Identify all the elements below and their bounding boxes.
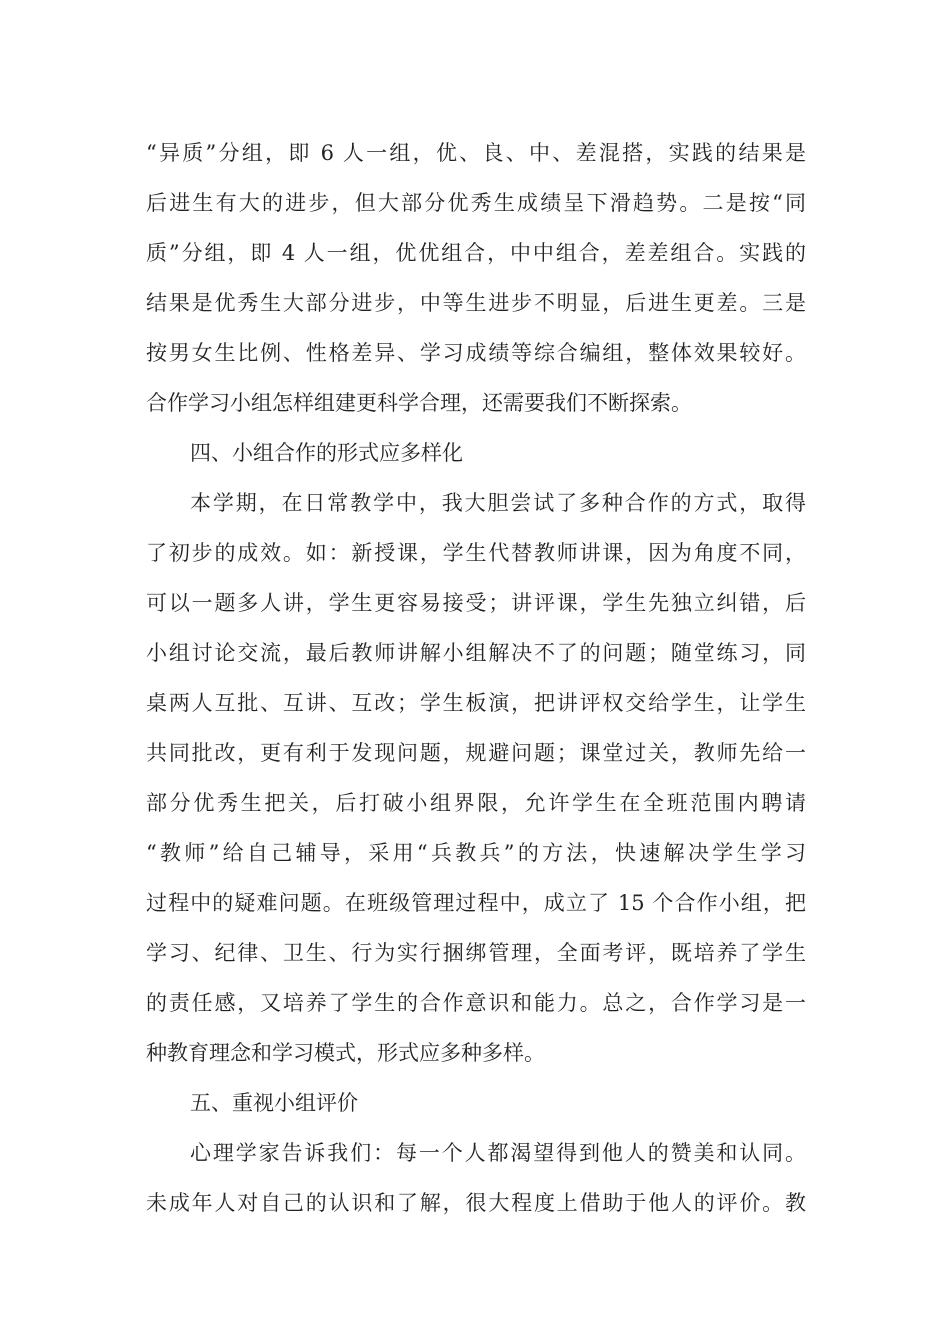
paragraph-line: 学习、纪律、卫生、行为实行捆绑管理，全面考评，既培养了学生 <box>146 941 806 965</box>
paragraph-line: 结果是优秀生大部分进步，中等生进步不明显，后进生更差。三是 <box>146 291 806 315</box>
paragraph-line: 心理学家告诉我们：每一个人都渴望得到他人的赞美和认同。 <box>190 1141 806 1165</box>
paragraph-line: 种教育理念和学习模式，形式应多种多样。 <box>146 1041 545 1065</box>
section-heading: 四、小组合作的形式应多样化 <box>190 441 463 465</box>
paragraph-line: 合作学习小组怎样组建更科学合理，还需要我们不断探索。 <box>146 391 692 415</box>
section-heading: 五、重视小组评价 <box>190 1091 358 1115</box>
paragraph-line: 桌两人互批、互讲、互改；学生板演，把讲评权交给学生，让学生 <box>146 691 806 715</box>
body-text <box>146 128 806 1228</box>
paragraph-line: 可以一题多人讲，学生更容易接受；讲评课，学生先独立纠错，后 <box>146 591 806 615</box>
paragraph-line: 共同批改，更有利于发现问题，规避问题；课堂过关，教师先给一 <box>146 741 806 765</box>
paragraph-line: 本学期，在日常教学中，我大胆尝试了多种合作的方式，取得 <box>190 491 806 515</box>
paragraph-line: 按男女生比例、性格差异、学习成绩等综合编组，整体效果较好。 <box>146 341 806 365</box>
paragraph-line: 小组讨论交流，最后教师讲解小组解决不了的问题；随堂练习，同 <box>146 641 806 665</box>
paragraph-line: 未成年人对自己的认识和了解，很大程度上借助于他人的评价。教 <box>146 1191 806 1215</box>
paragraph-line: “教师”给自己辅导，采用“兵教兵”的方法，快速解决学生学习 <box>146 841 806 865</box>
paragraph-line: 过程中的疑难问题。在班级管理过程中，成立了 15 个合作小组，把 <box>146 891 806 915</box>
paragraph-line: 质”分组，即 4 人一组，优优组合，中中组合，差差组合。实践的 <box>146 241 806 265</box>
paragraph-line: 后进生有大的进步，但大部分优秀生成绩呈下滑趋势。二是按“同 <box>146 191 806 215</box>
paragraph-line: 了初步的成效。如：新授课，学生代替教师讲课，因为角度不同， <box>146 541 806 565</box>
paragraph-line: 的责任感，又培养了学生的合作意识和能力。总之，合作学习是一 <box>146 991 806 1015</box>
paragraph-line: “异质”分组，即 6 人一组，优、良、中、差混搭，实践的结果是 <box>146 141 806 165</box>
paragraph-line: 部分优秀生把关，后打破小组界限，允许学生在全班范围内聘请 <box>146 791 806 815</box>
